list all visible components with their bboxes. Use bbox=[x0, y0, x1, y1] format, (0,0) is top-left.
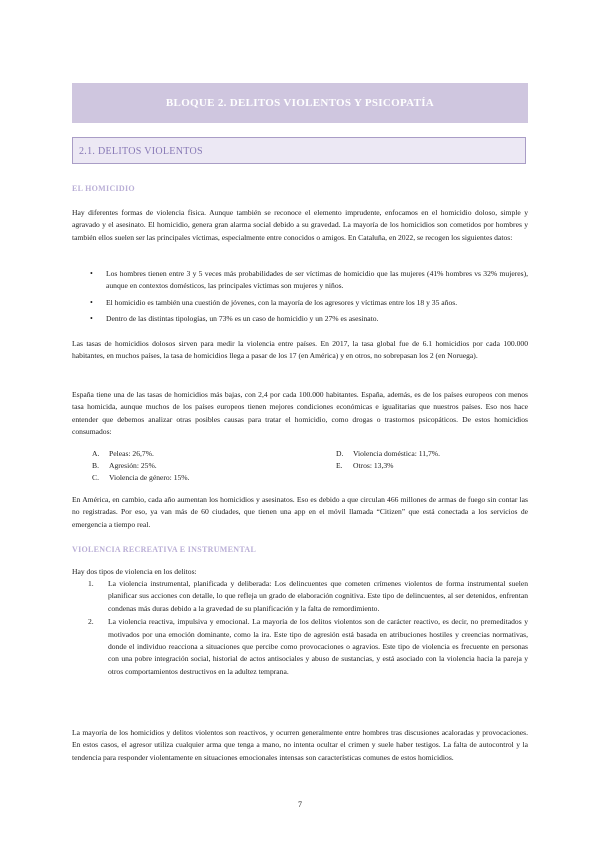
homicidio-rates-paragraph: Las tasas de homicidios dolosos sirven para medir la violencia entre países. En 2017, la tasa global fue de 6.1 homicidios por cada 100.000 habitantes, en muchos países, la tasa de homicidios llega a pasar de los 17 (en América) y en otros, no sobrepasan los 2 (en Noruega). bbox=[72, 339, 528, 361]
violencia-numbered-list bbox=[88, 578, 528, 679]
violencia-intro: Hay dos tipos de violencia en los delitos: bbox=[72, 567, 197, 576]
list-item: 1. La violencia instrumental, planificada y deliberada: Los delincuentes que cometen crímenes violentos de forma instrumental suelen planificar sus acciones con detalle, lo que refleja un grado de elaboración cognitiva. Este tipo de delincuentes, al ser detenidos, enfrentan condenas más duras debido a la gravedad de su planificación y la falta de remordimiento. bbox=[88, 579, 528, 613]
bullet-icon: • bbox=[90, 297, 93, 307]
homicidio-intro: Hay diferentes formas de violencia física. Aunque también se reconoce el elemento imprudente, enfocamos en el homicidio doloso, simple y agravado y el asesinato. El homicidio, genera gran alarma social debido a su gravedad. La mayoría de los homicidios son cometidos por hombres y también ellos suelen ser las principales víctimas, especialmente entre conocidos o amigos. En Cataluña, en 2022, se recogen los siguientes datos: bbox=[72, 208, 528, 242]
section-title: 2.1. DELITOS VIOLENTOS bbox=[72, 137, 526, 164]
homicidio-heading: EL HOMICIDIO bbox=[72, 184, 135, 193]
violencia-closing-paragraph: La mayoría de los homicidios y delitos violentos son reactivos, y ocurren generalmente entre hombres tras discusiones acaloradas y provocaciones. En estos casos, el agresor utiliza cualquier arma que tenga a mano, no intenta ocultar el crimen y suele haber testigos. La falta de autocontrol y la tendencia para responder violentamente en situaciones emocionales intensas son características comunes de estos homicidios. bbox=[72, 728, 528, 762]
bullet-icon: • bbox=[90, 269, 93, 278]
stat-item: C. Violencia de género: 15%. bbox=[92, 473, 190, 482]
stat-item: E. Otros: 13,3% bbox=[336, 461, 394, 470]
homicidio-spain-paragraph: España tiene una de las tasas de homicidios más bajas, con 2,4 por cada 100.000 habitantes. España, además, es de los países europeos con menos tasa homicida, aunque muchos de los países europeos tienen mejores condiciones económicas e igualitarias que nuestros países. Eso nos hace entender que debemos analizar otras posibles causas para tratar el homicidio, como drogas o trastornos psicopáticos. De estos homicidios consumados: bbox=[72, 390, 528, 437]
list-item: • Los hombres tienen entre 3 y 5 veces más probabilidades de ser víctimas de homicidio que las mujeres (41% hombres vs 32% mujeres), aunque en contextos domésticos, las principales víctimas son mujeres y niños. bbox=[90, 269, 528, 291]
violencia-heading: VIOLENCIA RECREATIVA E INSTRUMENTAL bbox=[72, 545, 257, 554]
stat-item: A. Peleas: 26,7%. bbox=[92, 449, 154, 458]
homicidio-bullet-list bbox=[80, 268, 528, 330]
stat-item: B. Agresión: 25%. bbox=[92, 461, 157, 470]
list-item: • El homicidio es también una cuestión de jóvenes, con la mayoría de los agresores y víctimas entre los 18 y 35 años. bbox=[80, 297, 528, 309]
page-number: 7 bbox=[298, 800, 302, 809]
stat-item: D. Violencia doméstica: 11,7%. bbox=[336, 449, 440, 458]
list-item: 2. La violencia reactiva, impulsiva y emocional. La mayoría de los delitos violentos son de carácter reactivo, es decir, no premeditados y motivados por una emoción dominante, como la ira. Este tipo de agresión está basada en atribuciones hostiles y creencias normativas, donde el individuo reacciona a situaciones que percibe como provocaciones o agravios. Este tipo de violencia es frecuente en personas con una pobre integración social, historial de actos antisociales y abuso de sustancias, y está asociado con la violencia hacia la pareja y otros comportamientos destructivos en la adultez temprana. bbox=[88, 617, 528, 676]
bullet-icon: • bbox=[90, 314, 93, 324]
list-item: • Dentro de las distintas tipologías, un 73% es un caso de homicidio y un 27% es asesinato. bbox=[80, 313, 528, 325]
homicidio-america-paragraph: En América, en cambio, cada año aumentan los homicidios y asesinatos. Eso es debido a que circulan 466 millones de armas de fuego sin contar las no registradas. Por eso, ya van más de 60 ciudades, que tienen una app en el móvil llamada “Citizen” que está conectada a los servicios de emergencia a tiempo real. bbox=[72, 495, 528, 529]
block-title-banner: BLOQUE 2. DELITOS VIOLENTOS Y PSICOPATÍA bbox=[72, 83, 528, 123]
